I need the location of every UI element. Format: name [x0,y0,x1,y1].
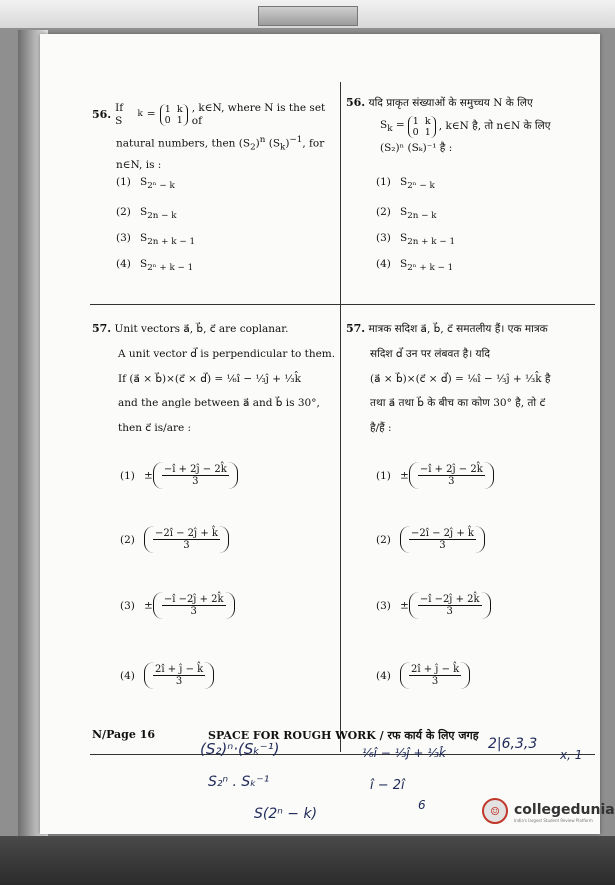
option-fraction [409,462,494,489]
option-text: S [400,258,408,270]
option-sub: 2ⁿ − k [147,181,175,192]
option-fraction [400,526,485,553]
logo-tagline: India's largest Student Review Platform [514,818,593,823]
option-fraction [409,592,491,619]
option-number: (2) [376,533,391,546]
exam-page [40,34,615,834]
matrix-cell: 1 [412,115,419,127]
q56-lead: If S [115,102,124,127]
q56-number: 56. [92,108,112,121]
q56-hi-number: 56. [346,96,366,109]
matrix-cell: 1 [176,114,183,126]
q56-line3: n∈N, is : [116,159,162,172]
q56-hi-option-1[interactable] [376,176,435,191]
option-number: (1) [376,176,391,188]
option-number: (4) [120,669,135,682]
option-pm: ± [400,599,409,612]
q56-hi-option-3[interactable] [376,232,455,247]
question-divider [90,304,595,305]
fraction-numerator: 2î + ĵ − k̂ [411,664,460,675]
handwritten-note: 2|6,3,3 [488,736,538,752]
q57-line1: Unit vectors a⃗, b⃗, c⃗ are coplanar. [114,323,289,335]
handwritten-note: î − 2î [370,778,405,793]
option-sub: 2n − k [407,211,437,222]
option-number: (2) [376,206,391,218]
q56-hi-line3: (S₂)ⁿ (Sₖ)⁻¹ है : [380,141,453,154]
column-divider [340,82,341,752]
fraction-numerator: −î −2ĵ + 2k̂ [419,594,480,605]
option-pm: ± [144,599,153,612]
q57-option-2[interactable] [120,526,229,553]
handwritten-note: ¹⁄₆î − ¹⁄₃ĵ + ¹⁄₃k̂ [362,746,446,760]
q56-english: 56. If S k = 1 k 0 1 , k∈N, where N is the set of natural numbers, then $(S_2)^n$ $(S_k)^{-1}$, for n∈N, is : [92,102,337,172]
fraction-denominator: 3 [192,476,199,487]
option-fraction [400,662,470,689]
handwritten-note: S(2ⁿ − k) [254,806,318,822]
q57-hi-option-1[interactable] [376,462,494,489]
q57-hi-line1: मात्रक सदिश a⃗, b⃗, c⃗ समतलीय हैं। एक मात्रक [368,323,548,335]
matrix-cell: 0 [164,114,171,126]
option-number: (2) [116,206,131,218]
fraction-numerator: −2î − 2ĵ + k̂ [411,528,474,539]
fraction-numerator: −î + 2ĵ − 2k̂ [419,464,483,475]
q56-option-4[interactable] [116,258,193,273]
q57-line3: If (a⃗ × b⃗)×(c⃗ × d⃗) = ¹⁄₆î − ¹⁄₃ĵ + ¹⁄₃k̂ [118,372,301,385]
option-sub: 2n − k [147,211,177,222]
option-number: (4) [116,258,131,270]
fraction-denominator: 3 [175,676,183,687]
matrix-cell: k [424,115,431,127]
q57-hi-option-4[interactable] [376,662,470,689]
fraction-numerator: −î −2ĵ + 2k̂ [163,594,224,605]
q57-hindi [346,316,596,441]
q56-hi-line2: , k∈N है, तो n∈N के लिए [438,120,551,133]
option-sub: 2n + k − 1 [407,237,456,248]
handwritten-note: x, 1 [560,748,583,762]
handwritten-note: S₂ⁿ . Sₖ⁻¹ [208,774,270,790]
rough-work-label: SPACE FOR ROUGH WORK / रफ कार्य के लिए जगह [208,729,479,742]
option-fraction [153,462,238,489]
scanner-top-strip [0,0,615,28]
option-text: S [140,176,148,188]
option-sub: 2ⁿ − k [407,181,435,192]
option-number: (4) [376,258,391,270]
q57-hi-number: 57. [346,322,366,335]
q56-paren: ) [285,137,290,150]
option-number: (2) [120,533,135,546]
q56-line2: natural numbers, then (S [116,137,251,150]
handwritten-note: (S₂)ⁿ·(Sₖ⁻¹) [200,740,280,758]
fraction-denominator: 3 [446,606,453,617]
option-pm: ± [144,469,153,482]
scanner-bottom-strip [0,836,615,885]
q56-hi-option-4[interactable] [376,258,453,273]
q57-hi-line2: सदिश d⃗ उन पर लंबवत है। यदि [370,347,490,360]
q56-for: , for [302,137,325,150]
option-fraction [144,526,229,553]
q57-hi-option-2[interactable] [376,526,485,553]
fraction-numerator: −2î − 2ĵ + k̂ [155,528,218,539]
option-sub: 2ⁿ + k − 1 [407,263,454,274]
fraction-numerator: 2î + ĵ − k̂ [155,664,204,675]
option-number: (4) [376,669,391,682]
option-text: S [140,258,148,270]
matrix-cell: k [176,103,183,115]
scanner-tab [258,6,358,26]
option-sub: 2ⁿ + k − 1 [147,263,194,274]
option-number: (3) [376,232,391,244]
q56-paren: ) [255,137,260,150]
q56-hindi [346,96,596,154]
q56-sk: (S [265,137,281,150]
option-text: S [140,206,148,218]
q57-hi-option-3[interactable] [376,592,491,619]
q56-condition: , k∈N, where N is the set of [191,102,326,127]
option-number: (1) [116,176,131,188]
q57-line5: then c⃗ is/are : [118,421,192,434]
collegedunia-logo [482,798,615,824]
q56-hi-matrix [408,116,436,138]
q57-line2: A unit vector d⃗ is perpendicular to them. [118,347,336,360]
q56-eq: = [146,108,156,121]
q56-matrix [160,104,188,126]
q57-hi-line5: है/हैं : [370,421,392,434]
q57-line4: and the angle between a⃗ and b⃗ is 30°, [118,397,320,410]
option-text: S [140,232,148,244]
q57-option-1[interactable] [120,462,238,489]
fraction-numerator: −î + 2ĵ − 2k̂ [163,464,227,475]
fraction-denominator: 3 [431,676,439,687]
matrix-cell: 0 [412,126,419,138]
q57-english [92,316,337,441]
fraction-denominator: 3 [439,540,446,551]
option-text: S [400,232,408,244]
fraction-denominator: 3 [183,540,190,551]
fraction-denominator: 3 [448,476,455,487]
fraction-denominator: 3 [190,606,197,617]
option-number: (3) [376,599,391,612]
option-number: (1) [376,469,391,482]
matrix-cell: 1 [424,126,431,138]
option-fraction [153,592,235,619]
option-text: S [400,206,408,218]
q57-number: 57. [92,322,112,335]
option-number: (1) [120,469,135,482]
option-number: (3) [116,232,131,244]
q57-hi-line4: तथा a⃗ तथा b⃗ के बीच का कोण 30° है, तो c⃗ [370,397,546,410]
handwritten-note: 6 [418,798,426,812]
q57-option-4[interactable] [120,662,214,689]
q56-option-1[interactable] [116,176,175,191]
option-text: S [400,176,408,188]
q56-hi-sk: $S_k$ = [380,118,405,134]
q57-option-3[interactable] [120,592,235,619]
page-number: N/Page 16 [92,728,156,741]
q57-hi-line3: (a⃗ × b⃗)×(c⃗ × d⃗) = ¹⁄₆î − ¹⁄₃ĵ + ¹⁄₃k̂ है [370,372,551,385]
q56-hi-option-2[interactable] [376,206,437,221]
q56-sub: k [137,109,143,120]
option-number: (3) [120,599,135,612]
matrix-cell: 1 [164,103,171,115]
q56-hi-line1: यदि प्राकृत संख्याओं के समुच्चय N के लिए [368,97,533,109]
student-avatar-icon: ☺ [482,798,508,824]
q56-option-3[interactable] [116,232,195,247]
option-fraction [144,662,214,689]
q56-option-2[interactable] [116,206,177,221]
logo-name: collegedunia [514,802,615,818]
option-sub: 2n + k − 1 [147,237,196,248]
footer-divider [90,754,595,755]
option-pm: ± [400,469,409,482]
